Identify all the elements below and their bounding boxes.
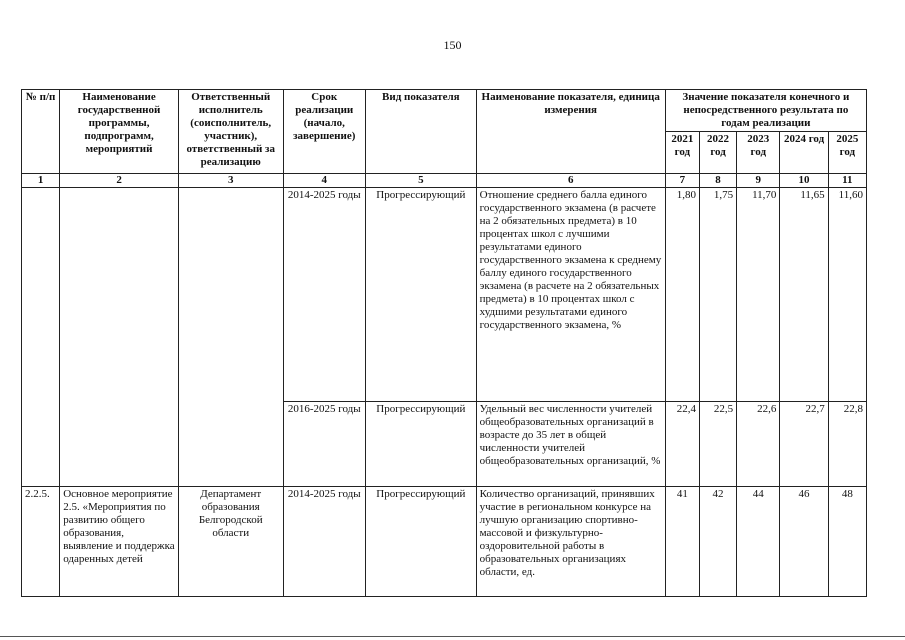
- column-number: 3: [178, 174, 283, 188]
- header-indicator-name: Наименование показателя, единица измерения: [476, 90, 665, 174]
- scan-edge-line: [0, 636, 905, 637]
- row-indicator-type: Прогрессирующий: [366, 402, 477, 487]
- row-value-2021: 1,80: [665, 188, 699, 402]
- year-2021: 2021 год: [665, 132, 699, 174]
- year-2024: 2024 год: [780, 132, 828, 174]
- table-row: [22, 188, 867, 402]
- row-executor: [178, 188, 283, 487]
- year-2025: 2025 год: [828, 132, 866, 174]
- column-number: 11: [828, 174, 866, 188]
- column-number: 4: [283, 174, 365, 188]
- header-row-1: [22, 90, 867, 132]
- row-indicator-type: Прогрессирующий: [366, 188, 477, 402]
- column-number: 5: [366, 174, 477, 188]
- row-term: 2014-2025 годы: [283, 487, 365, 597]
- row-indicator-type: Прогрессирующий: [366, 487, 477, 597]
- row-num: 2.2.5.: [22, 487, 60, 597]
- row-value-2025: 48: [828, 487, 866, 597]
- row-indicator-name: Удельный вес численности учителей общеобразовательных организаций в возрасте до 35 лет в общей численности учителей общеобразовательных организаций, %: [476, 402, 665, 487]
- header-executor: Ответственный исполнитель (соисполнитель, участник), ответственный за реализацию: [178, 90, 283, 174]
- row-program-name: Основное мероприятие 2.5. «Мероприятия по развитию общего образования, выявление и поддержка одаренных детей: [60, 487, 179, 597]
- header-program-name: Наименование государственной программы, подпрограмм, мероприятий: [60, 90, 179, 174]
- page-number: 150: [443, 38, 462, 52]
- row-term: 2014-2025 годы: [283, 188, 365, 402]
- row-program-name: [60, 188, 179, 487]
- row-value-2023: 22,6: [737, 402, 780, 487]
- row-term: 2016-2025 годы: [283, 402, 365, 487]
- column-number: 10: [780, 174, 828, 188]
- row-indicator-name: Количество организаций, принявших участие в региональном конкурсе на лучшую организацию спортивно-массовой и физкультурно-оздоровительной работы в образовательных организациях области, ед.: [476, 487, 665, 597]
- table-row: [22, 487, 867, 597]
- column-number: 8: [699, 174, 736, 188]
- row-value-2025: 11,60: [828, 188, 866, 402]
- header-num: № п/п: [22, 90, 60, 174]
- row-value-2025: 22,8: [828, 402, 866, 487]
- row-value-2021: 41: [665, 487, 699, 597]
- column-number: 2: [60, 174, 179, 188]
- row-value-2022: 1,75: [699, 188, 736, 402]
- year-2022: 2022 год: [699, 132, 736, 174]
- column-number: 7: [665, 174, 699, 188]
- header-values: Значение показателя конечного и непосредственного результата по годам реализации: [665, 90, 866, 132]
- column-number: 1: [22, 174, 60, 188]
- row-value-2022: 22,5: [699, 402, 736, 487]
- row-value-2023: 44: [737, 487, 780, 597]
- column-number: 6: [476, 174, 665, 188]
- row-indicator-name: Отношение среднего балла единого государственного экзамена (в расчете на 2 обязательных предмета) в 10 процентах школ с лучшими результатами единого государственного экзамена к среднему баллу единого государственного экзамена (в расчете на 2 обязательных предмета) в 10 процентах школ с худшими результатами единого государственного экзамена, %: [476, 188, 665, 402]
- column-number-row: [22, 174, 867, 188]
- row-value-2021: 22,4: [665, 402, 699, 487]
- header-indicator-type: Вид показателя: [366, 90, 477, 174]
- header-term: Срок реализации (начало, завершение): [283, 90, 365, 174]
- indicators-table: [21, 89, 867, 597]
- row-value-2024: 11,65: [780, 188, 828, 402]
- row-value-2023: 11,70: [737, 188, 780, 402]
- row-num: [22, 188, 60, 487]
- column-number: 9: [737, 174, 780, 188]
- row-executor: Департамент образования Белгородской области: [178, 487, 283, 597]
- row-value-2022: 42: [699, 487, 736, 597]
- year-2023: 2023 год: [737, 132, 780, 174]
- row-value-2024: 22,7: [780, 402, 828, 487]
- row-value-2024: 46: [780, 487, 828, 597]
